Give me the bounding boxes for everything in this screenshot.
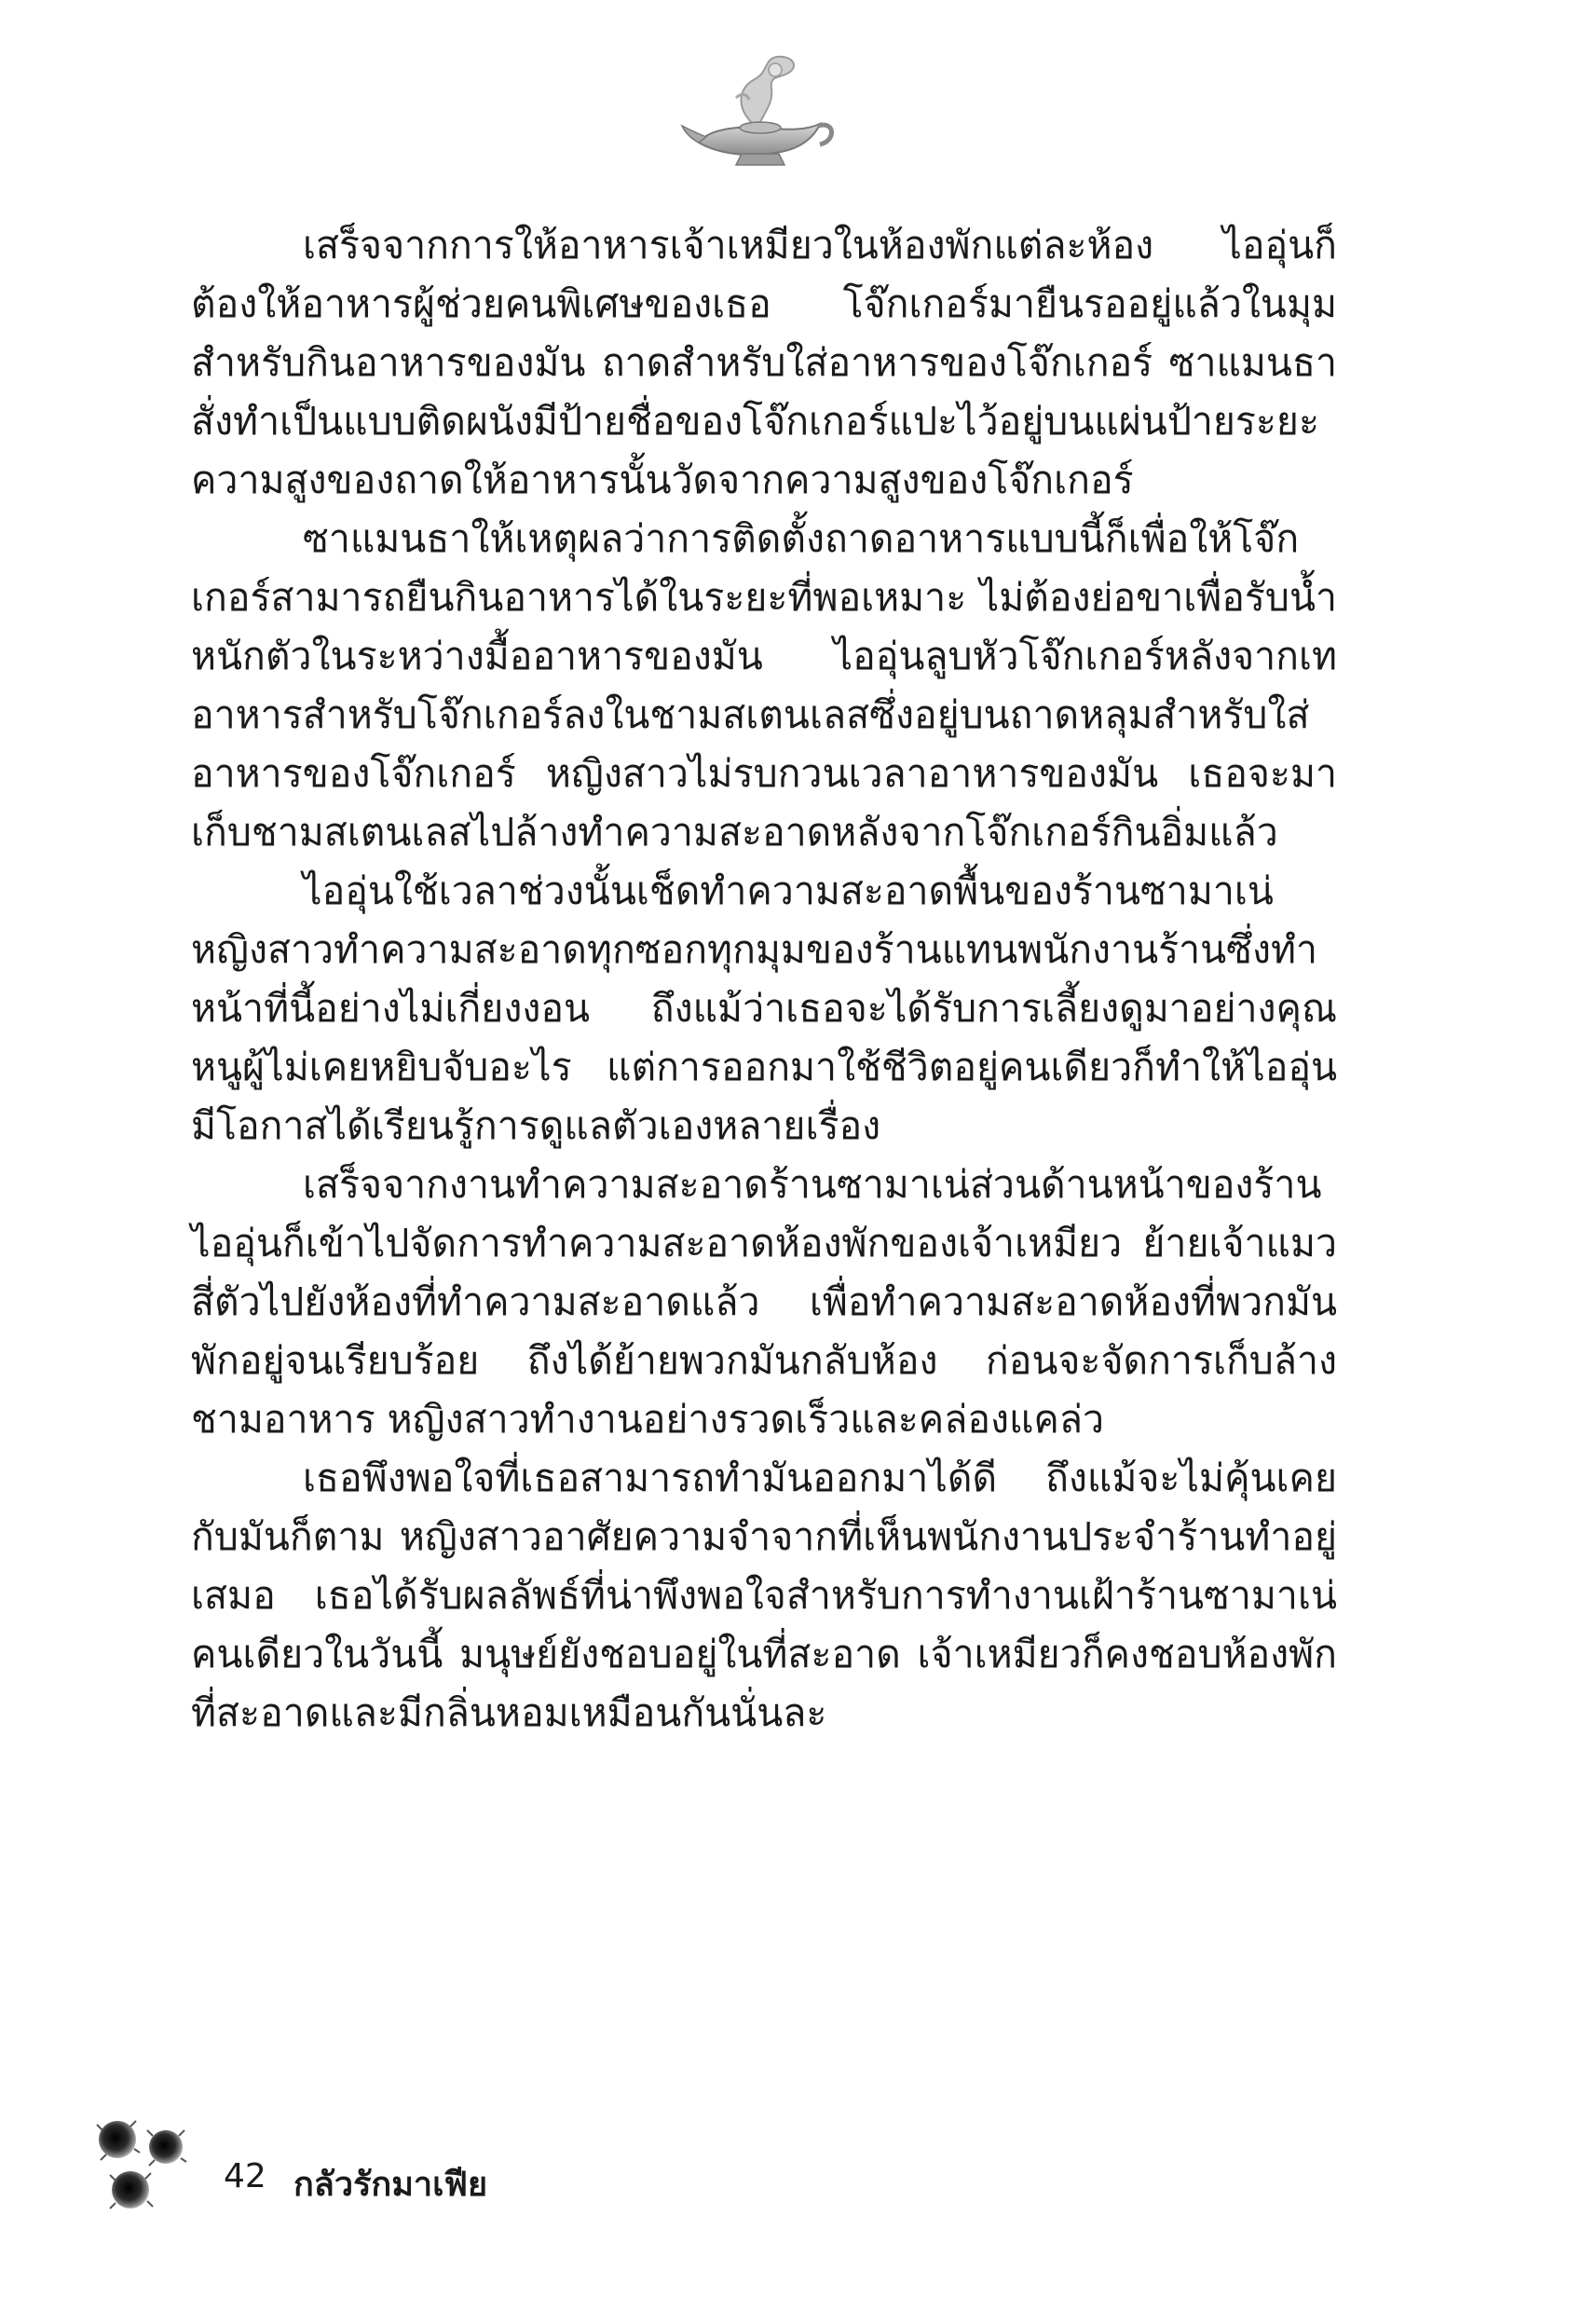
genie-lamp-icon (680, 51, 839, 172)
paragraph: เธอพึงพอใจที่เธอสามารถทำมันออกมาได้ดี ถึงแม้จะไม่คุ้นเคยกับมันก็ตาม หญิงสาวอาศัยความจำจากที่เห็นพนักงานประจำร้านทำอยู่เสมอ เธอได้รับผลลัพธ์ที่น่าพึงพอใจสำหรับการทำงานเฝ้าร้านซามาเน่คนเดียวในวันนี้ มนุษย์ยังชอบอยู่ในที่สะอาด เจ้าเหมียวก็คงชอบห้องพักที่สะอาดและมีกลิ่นหอมเหมือนกันนั่นละ (191, 1456, 1337, 1735)
paragraph: ซาแมนธาให้เหตุผลว่าการติดตั้งถาดอาหารแบบนี้ก็เพื่อให้โจ๊กเกอร์สามารถยืนกินอาหารได้ในระยะที่พอเหมาะ ไม่ต้องย่อขาเพื่อรับน้ำหนักตัวในระหว่างมื้ออาหารของมัน ไออุ่นลูบหัวโจ๊กเกอร์หลังจากเทอาหารสำหรับโจ๊กเกอร์ลงในชามสเตนเลสซึ่งอยู่บนถาดหลุมสำหรับใส่อาหารของโจ๊กเกอร์ หญิงสาวไม่รบกวนเวลาอาหารของมัน เธอจะมาเก็บชามสเตนเลสไปล้างทำความสะอาดหลังจากโจ๊กเกอร์กินอิ่มแล้ว (191, 516, 1337, 855)
book-title: กลัวรักมาเฟีย (293, 2166, 488, 2204)
bullet-holes-icon (93, 2115, 196, 2218)
body-text (191, 216, 1337, 1743)
page-footer (93, 2115, 652, 2218)
paragraph: เสร็จจากการให้อาหารเจ้าเหมียวในห้องพักแต่ละห้อง ไออุ่นก็ต้องให้อาหารผู้ช่วยคนพิเศษของเธอ โจ๊กเกอร์มายืนรออยู่แล้วในมุมสำหรับกินอาหารของมัน ถาดสำหรับใส่อาหารของโจ๊กเกอร์ ซาแมนธาสั่งทำเป็นแบบติดผนังมีป้ายชื่อของโจ๊กเกอร์แปะไว้อยู่บนแผ่นป้ายระยะความสูงของถาดให้อาหารนั้นวัดจากความสูงของโจ๊กเกอร์ (191, 223, 1337, 502)
paragraph: เสร็จจากงานทำความสะอาดร้านซามาเน่ส่วนด้านหน้าของร้านไออุ่นก็เข้าไปจัดการทำความสะอาดห้องพักของเจ้าเหมียว ย้ายเจ้าแมวสี่ตัวไปยังห้องที่ทำความสะอาดแล้ว เพื่อทำความสะอาดห้องที่พวกมันพักอยู่จนเรียบร้อย ถึงได้ย้ายพวกมันกลับห้อง ก่อนจะจัดการเก็บล้างชามอาหาร หญิงสาวทำงานอย่างรวดเร็วและคล่องแคล่ว (191, 1162, 1337, 1442)
page-number: 42 (224, 2157, 266, 2195)
paragraph: ไออุ่นใช้เวลาช่วงนั้นเช็ดทำความสะอาดพื้นของร้านซามาเน่หญิงสาวทำความสะอาดทุกซอกทุกมุมของร้านแทนพนักงานร้านซึ่งทำหน้าที่นี้อย่างไม่เกี่ยงงอน ถึงแม้ว่าเธอจะได้รับการเลี้ยงดูมาอย่างคุณหนูผู้ไม่เคยหยิบจับอะไร แต่การออกมาใช้ชีวิตอยู่คนเดียวก็ทำให้ไออุ่นมีโอกาสได้เรียนรู้การดูแลตัวเองหลายเรื่อง (191, 868, 1337, 1148)
